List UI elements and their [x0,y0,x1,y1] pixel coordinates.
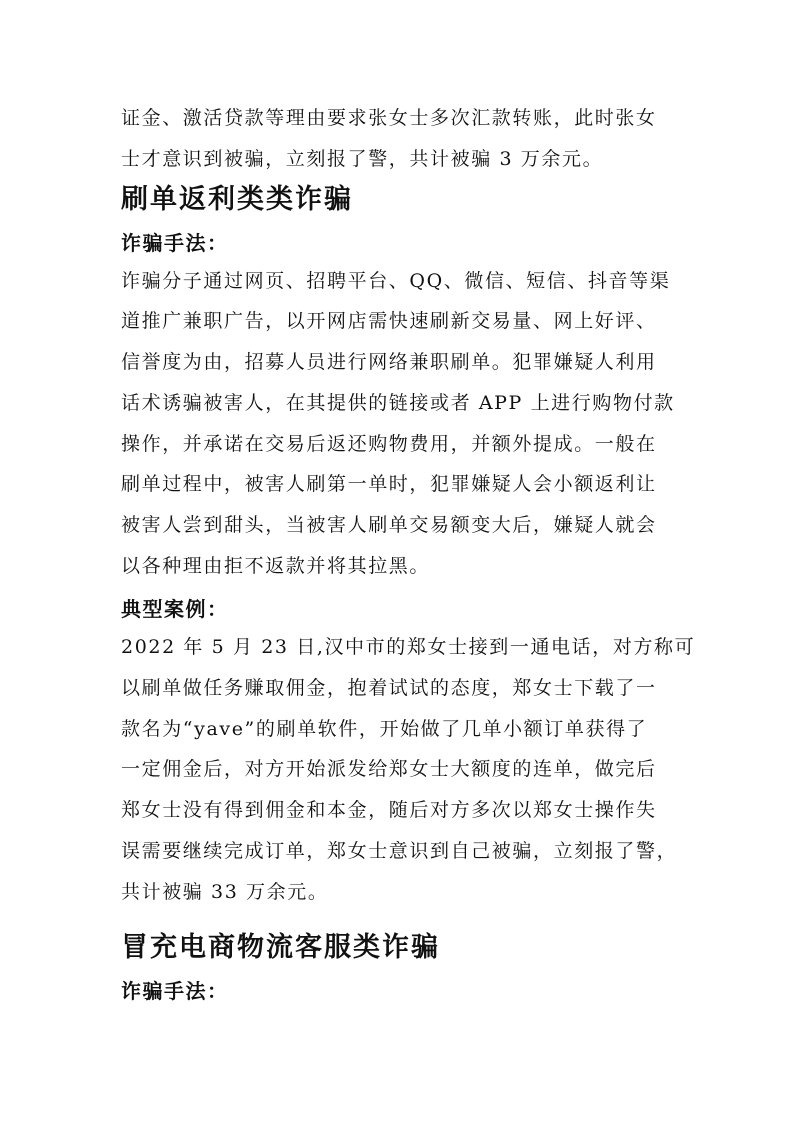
paragraph-line: 一定佣金后，对方开始派发给郑女士大额度的连单，做完后 [121,758,657,780]
section-title: 冒充电商物流客服类诈骗 [121,932,440,963]
paragraph-line: 被害人尝到甜头，当被害人刷单交易额变大后，嫌疑人就会 [121,514,657,536]
paragraph-line: 2022 年 5 月 23 日,汉中市的郑女士接到一通电话，对方称可 [121,636,696,658]
paragraph-line: 误需要继续完成订单，郑女士意识到自己被骗，立刻报了警， [121,840,678,862]
paragraph-line: 共计被骗 33 万余元。 [121,881,329,903]
paragraph-line: 刷单过程中，被害人刷第一单时，犯罪嫌疑人会小额返利让 [121,473,657,495]
paragraph-line: 郑女士没有得到佣金和本金，随后对方多次以郑女士操作失 [121,799,657,821]
paragraph-line: 证金、激活贷款等理由要求张女士多次汇款转账，此时张女 [121,107,657,129]
paragraph-line: 操作，并承诺在交易后返还购物费用，并额外提成。一般在 [121,433,657,455]
paragraph-line: 以刷单做任务赚取佣金，抱着试试的态度，郑女士下载了一 [121,677,657,699]
case-heading: 典型案例： [121,597,229,621]
paragraph-line: 话术诱骗被害人，在其提供的链接或者 APP 上进行购物付款 [121,392,675,414]
paragraph-line: 款名为“yave”的刷单软件，开始做了几单小额订单获得了 [121,718,648,740]
paragraph-line: 道推广兼职广告，以开网店需快速刷新交易量、网上好评、 [121,310,657,332]
method-heading: 诈骗手法： [121,231,229,255]
paragraph-line: 信誉度为由，招募人员进行网络兼职刷单。犯罪嫌疑人利用 [121,351,657,373]
section-title: 刷单返利类类诈骗 [121,184,353,215]
method-heading: 诈骗手法： [121,979,229,1003]
paragraph-line: 士才意识到被骗，立刻报了警，共计被骗 3 万余元。 [121,148,604,170]
paragraph-line: 诈骗分子通过网页、招聘平台、QQ、微信、短信、抖音等渠 [121,270,671,292]
paragraph-line: 以各种理由拒不返款并将其拉黑。 [121,555,431,577]
